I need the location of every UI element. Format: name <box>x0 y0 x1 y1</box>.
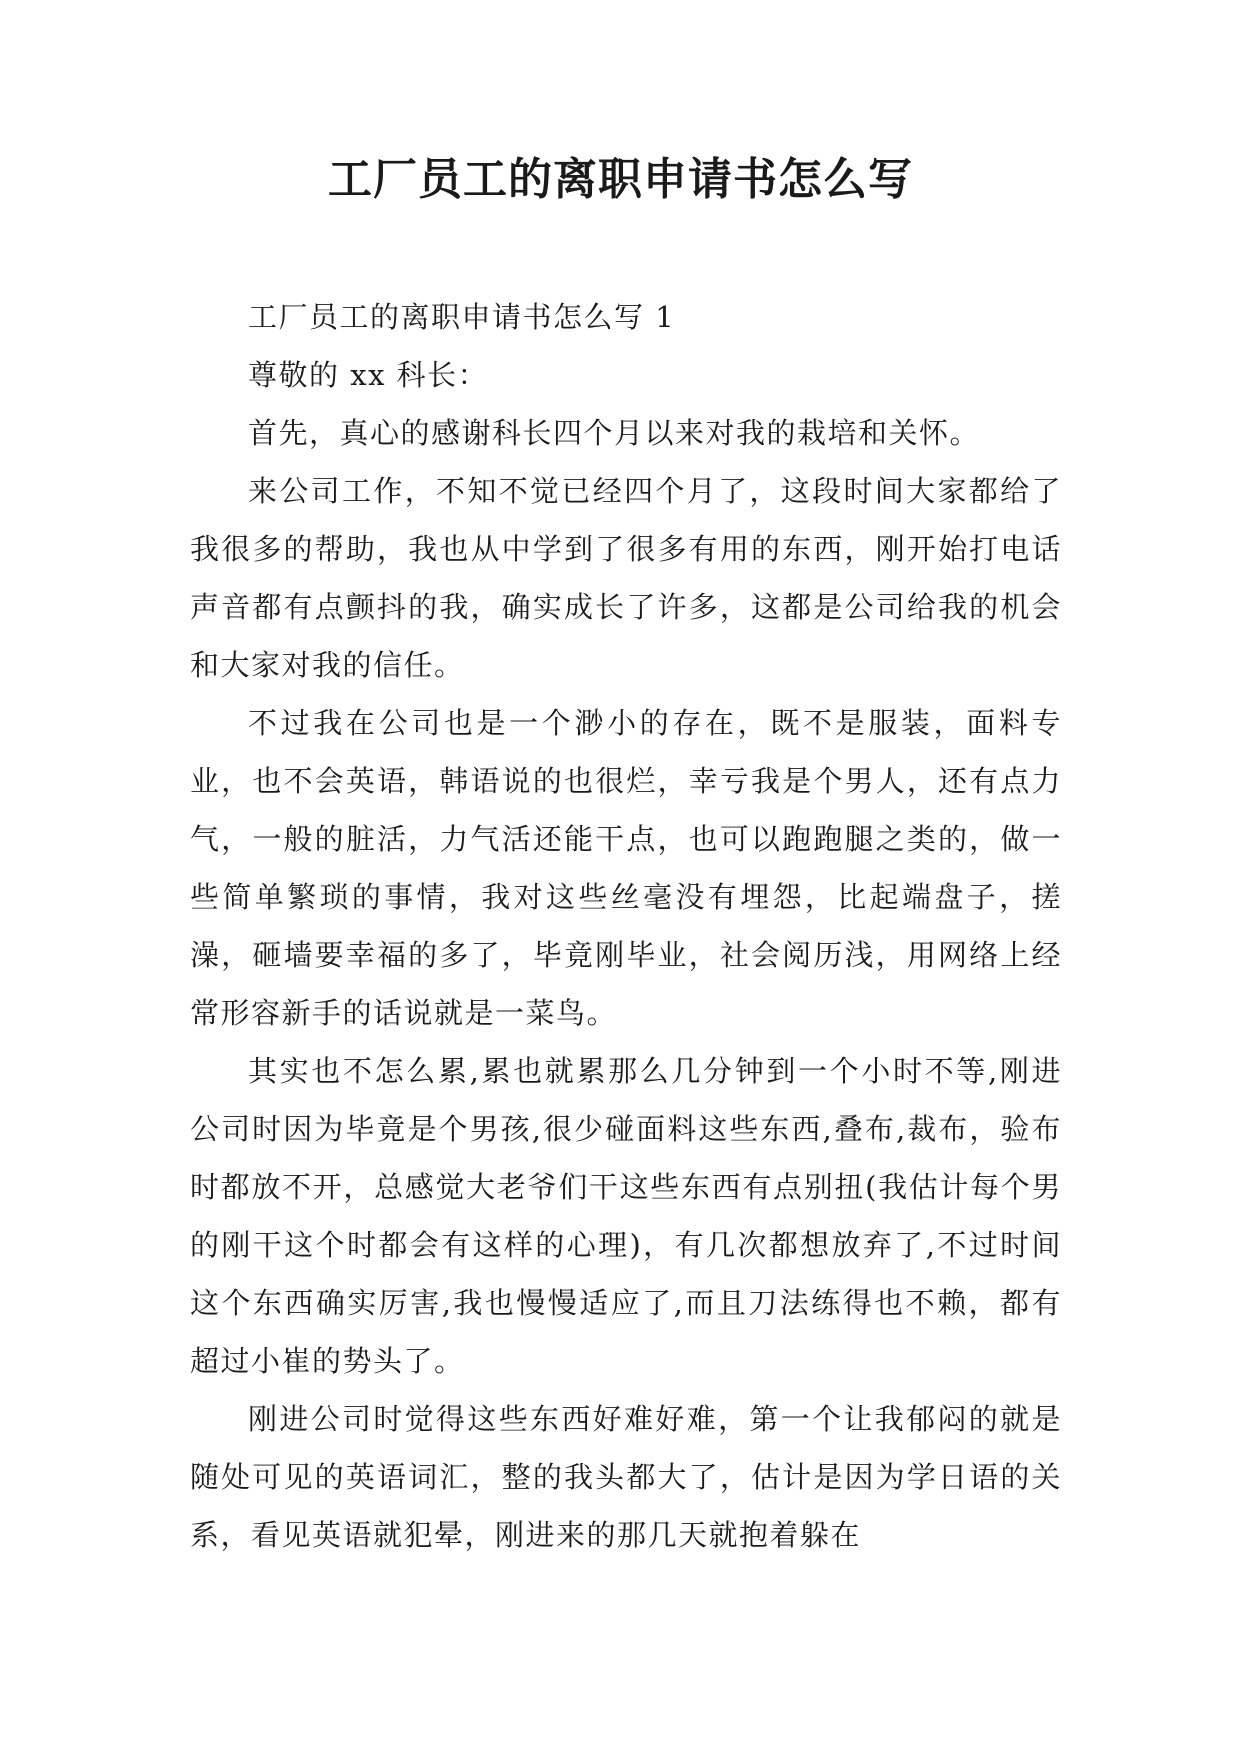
paragraph: 首先，真心的感谢科长四个月以来对我的栽培和关怀。 <box>248 416 981 450</box>
paragraph: 不过我在公司也是一个渺小的存在，既不是服装，面料专业，也不会英语，韩语说的也很烂，幸亏我是个男人，还有点力气，一般的脏活，力气活还能干点，也可以跑跑腿之类的，做一些简单繁琐的事情，我对这些丝毫没有埋怨，比起端盘子，搓澡，砸墙要幸福的多了，毕竟刚毕业，社会阅历浅，用网络上经常形容新手的话说就是一菜鸟。 <box>190 706 1062 1030</box>
paragraph: 刚进公司时觉得这些东西好难好难，第一个让我郁闷的就是随处可见的英语词汇，整的我头都大了，估计是因为学日语的关系，看见英语就犯晕，刚进来的那几天就抱着躲在 <box>190 1402 1062 1552</box>
document-title: 工厂员工的离职申请书怎么写 <box>328 154 913 205</box>
section-heading: 工厂员工的离职申请书怎么写 1 <box>248 300 676 334</box>
paragraph: 来公司工作，不知不觉已经四个月了，这段时间大家都给了我很多的帮助，我也从中学到了很多有用的东西，刚开始打电话声音都有点颤抖的我，确实成长了许多，这都是公司给我的机会和大家对我的信任。 <box>190 474 1062 682</box>
salutation: 尊敬的 xx 科长： <box>248 358 489 392</box>
paragraph: 其实也不怎么累,累也就累那么几分钟到一个小时不等,刚进公司时因为毕竟是个男孩,很少碰面料这些东西,叠布,裁布，验布时都放不开，总感觉大老爷们干这些东西有点别扭(我估计每个男的刚干这个时都会有这样的心理)，有几次都想放弃了,不过时间这个东西确实厉害,我也慢慢适应了,而且刀法练得也不赖，都有超过小崔的势头了。 <box>190 1054 1062 1378</box>
document-body <box>190 288 1062 1564</box>
